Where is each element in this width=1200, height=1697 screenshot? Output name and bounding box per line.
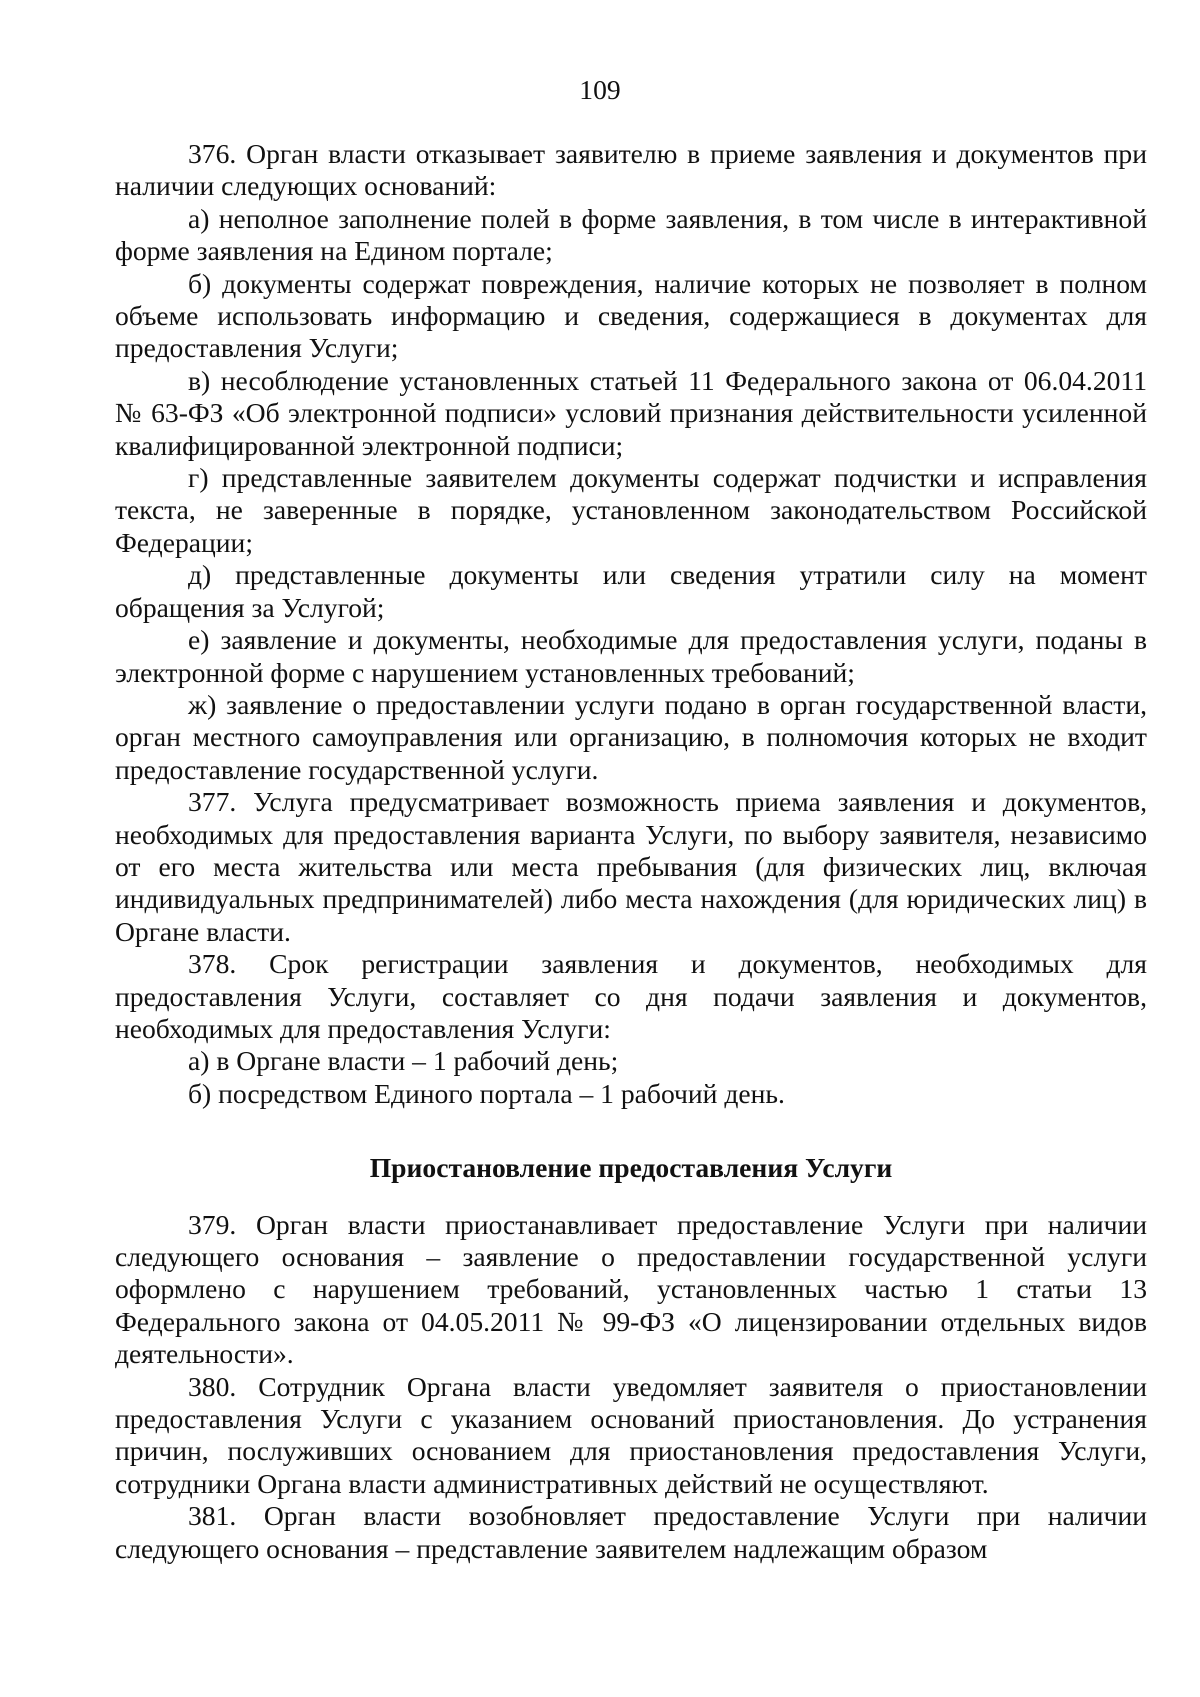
paragraph-376-d: д) представленные документы или сведения утратили силу на момент обращения за Услугой;	[115, 559, 1147, 623]
page-number: 109	[579, 74, 621, 105]
paragraph-381: 381. Орган власти возобновляет предоставление Услуги при наличии следующего основания – представление заявителем надлежащим образом	[115, 1500, 1147, 1564]
paragraph-376-b: б) документы содержат повреждения, наличие которых не позволяет в полном объеме использовать информацию и сведения, содержащиеся в документах для предоставления Услуги;	[115, 267, 1147, 364]
paragraph-377: 377. Услуга предусматривает возможность приема заявления и документов, необходимых для предоставления варианта Услуги, по выбору заявителя, независимо от его места жительства или места пребывания (для физических лиц, включая индивидуальных предпринимателей) либо места нахождения (для юридических лиц) в Органе власти.	[115, 786, 1147, 947]
paragraph-380: 380. Сотрудник Органа власти уведомляет заявителя о приостановлении предоставления Услуги с указанием оснований приостановления. До устранения причин, послуживших основанием для приостановления предоставления Услуги, сотрудники Органа власти административных действий не осуществляют.	[115, 1370, 1147, 1499]
paragraph-378: 378. Срок регистрации заявления и документов, необходимых для предоставления Услуги, составляет со дня подачи заявления и документов, необходимых для предоставления Услуги:	[115, 948, 1147, 1044]
paragraph-378-b: б) посредством Единого портала – 1 рабочий день.	[188, 1077, 785, 1109]
paragraph-376-g: г) представленные заявителем документы содержат подчистки и исправления текста, не заверенные в порядке, установленном законодательством Российской Федерации;	[115, 462, 1147, 558]
paragraph-378-a: а) в Органе власти – 1 рабочий день;	[188, 1045, 619, 1077]
paragraph-376: 376. Орган власти отказывает заявителю в приеме заявления и документов при наличии следующих оснований:	[115, 138, 1147, 202]
paragraph-376-zh: ж) заявление о предоставлении услуги подано в орган государственной власти, орган местного самоуправления или организацию, в полномочия которых не входит предоставление государственной услуги.	[115, 688, 1147, 785]
paragraph-376-e: е) заявление и документы, необходимые для предоставления услуги, поданы в электронной форме с нарушением установленных требований;	[115, 624, 1147, 688]
paragraph-376-v: в) несоблюдение установленных статьей 11 Федерального закона от 06.04.2011 № 63-ФЗ «Об электронной подписи» условий признания действительности усиленной квалифицированной электронной подписи;	[115, 364, 1147, 461]
paragraph-376-a: а) неполное заполнение полей в форме заявления, в том числе в интерактивной форме заявления на Едином портале;	[115, 202, 1147, 267]
document-body	[115, 138, 1147, 1565]
section-heading: Приостановление предоставления Услуги	[369, 1152, 893, 1184]
paragraph-379: 379. Орган власти приостанавливает предоставление Услуги при наличии следующего основания – заявление о предоставлении государственной услуги оформлено с нарушением требований, установленных частью 1 статьи 13 Федерального закона от 04.05.2011 № 99-ФЗ «О лицензировании отдельных видов деятельности».	[115, 1208, 1147, 1370]
